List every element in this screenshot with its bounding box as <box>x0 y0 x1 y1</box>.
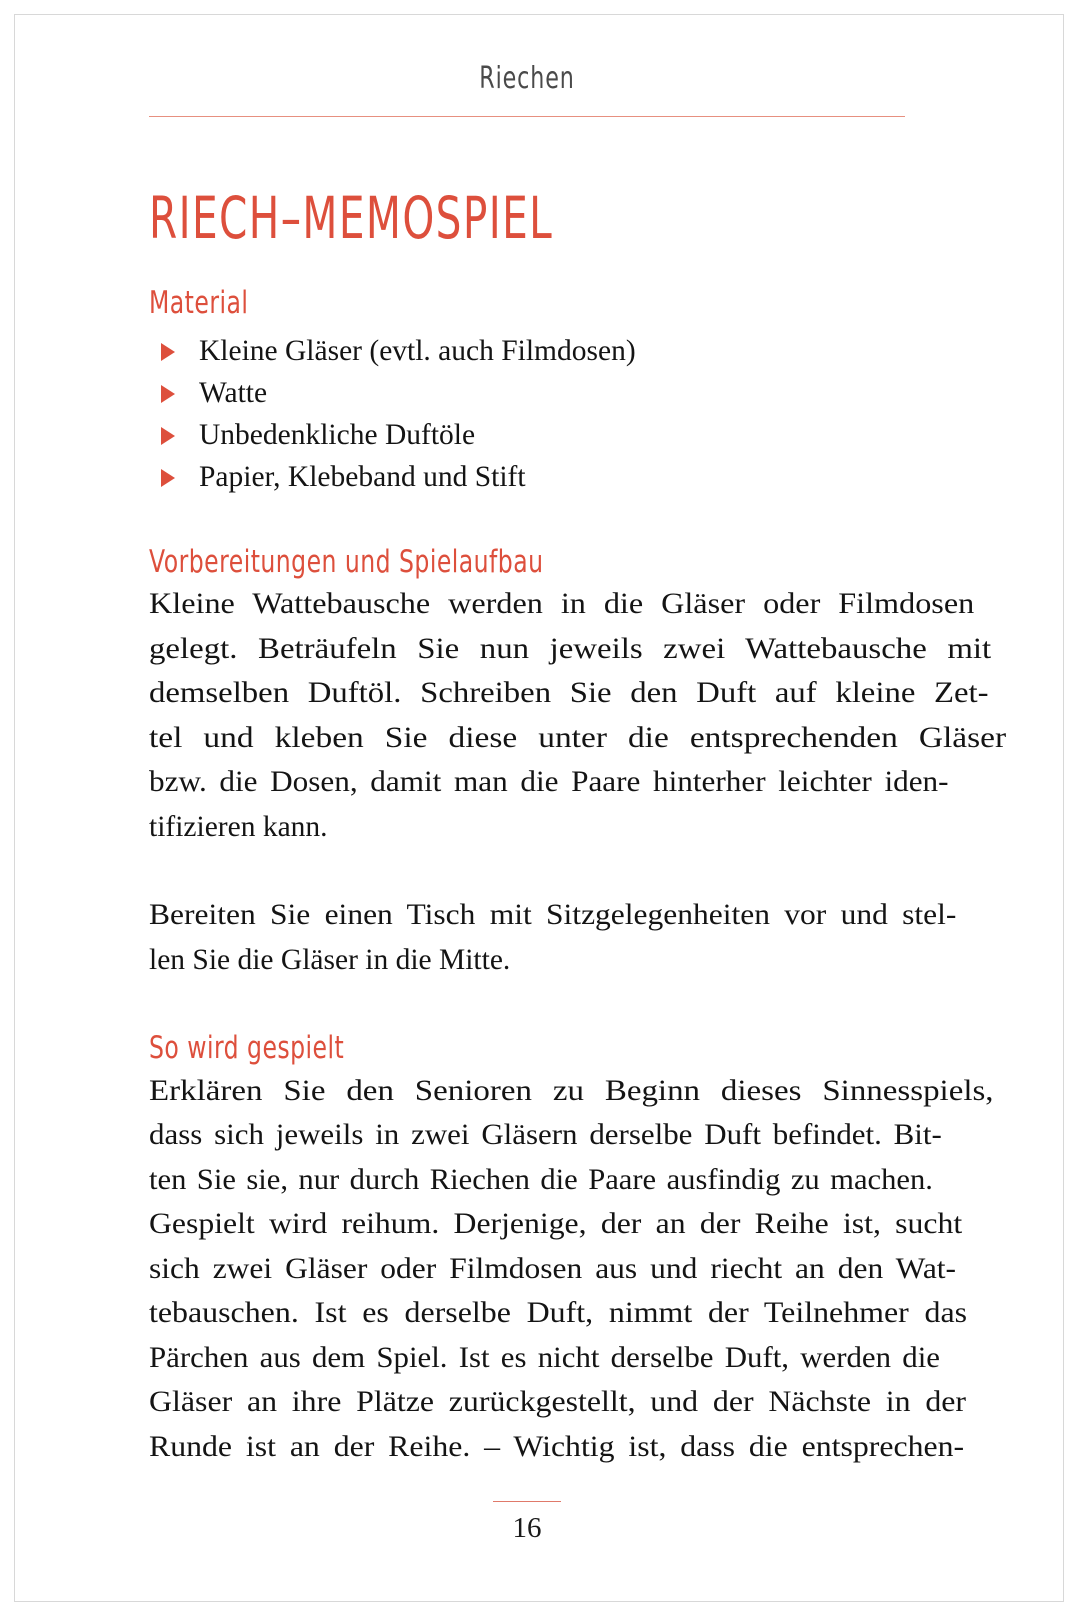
text-line: Gläser an ihre Plätze zurückgestellt, und der Nächste in der <box>149 1386 967 1419</box>
page-content-column <box>149 15 1007 1601</box>
paragraph-spielablauf <box>149 1069 994 1470</box>
text-line: Kleine Wattebausche werden in die Gläser oder Filmdosen <box>149 588 975 621</box>
running-head: Riechen <box>479 61 575 96</box>
section-heading-material: Material <box>149 285 249 321</box>
page-footer <box>149 1501 905 1546</box>
page-title: RIECH–MEMOSPIEL <box>149 184 554 252</box>
triangle-right-icon <box>161 427 175 445</box>
page-number: 16 <box>512 1512 542 1544</box>
triangle-right-icon <box>161 469 175 487</box>
list-item-label: Watte <box>199 376 268 409</box>
triangle-right-icon <box>161 343 175 361</box>
page-sheet <box>14 14 1064 1602</box>
list-item <box>149 456 905 498</box>
section-heading-vorbereitungen: Vorbereitungen und Spielaufbau <box>149 543 544 580</box>
text-line: dass sich jeweils in zwei Gläsern derselbe Duft befindet. Bit- <box>149 1119 942 1152</box>
section-heading-so-wird-gespielt: So wird gespielt <box>149 1030 345 1067</box>
text-line: sich zwei Gläser oder Filmdosen aus und riecht an den Wat- <box>149 1252 957 1285</box>
list-item <box>149 330 905 372</box>
list-item <box>149 414 905 456</box>
text-line: bzw. die Dosen, damit man die Paare hinterher leichter iden- <box>149 766 949 799</box>
text-line: Pärchen aus dem Spiel. Ist es nicht derselbe Duft, werden die <box>149 1341 941 1374</box>
list-item-label: Kleine Gläser (evtl. auch Filmdosen) <box>199 334 636 367</box>
text-line: Gespielt wird reihum. Derjenige, der an der Reihe ist, sucht <box>149 1208 963 1241</box>
text-line: Bereiten Sie einen Tisch mit Sitzgelegenheiten vor und stel- <box>149 899 957 932</box>
list-item <box>149 372 905 414</box>
text-line: tebauschen. Ist es derselbe Duft, nimmt der Teilnehmer das <box>149 1297 968 1330</box>
text-line: gelegt. Beträufeln Sie nun jeweils zwei Wattebausche mit <box>149 632 992 665</box>
text-line: Runde ist an der Reihe. – Wichtig ist, dass die entsprechen- <box>149 1430 965 1463</box>
paragraph-vorbereitung-1 <box>149 582 1007 849</box>
header-divider-rule <box>149 116 905 117</box>
list-item-label: Papier, Klebeband und Stift <box>199 460 526 493</box>
paragraph-vorbereitung-2 <box>149 893 957 982</box>
text-line: demselben Duftöl. Schreiben Sie den Duft auf kleine Zet- <box>149 677 989 710</box>
text-line: tifizieren kann. <box>149 810 328 843</box>
text-line: Erklären Sie den Senioren zu Beginn dieses Sinnesspiels, <box>149 1074 994 1107</box>
list-item-label: Unbedenkliche Duftöle <box>199 418 476 451</box>
text-line: tel und kleben Sie diese unter die entsprechenden Gläser <box>149 721 1007 754</box>
text-line: ten Sie sie, nur durch Riechen die Paare ausfindig zu machen. <box>149 1163 933 1196</box>
material-list <box>149 330 905 498</box>
triangle-right-icon <box>161 385 175 403</box>
footer-divider-rule <box>493 1501 561 1503</box>
text-line: len Sie die Gläser in die Mitte. <box>149 943 511 976</box>
